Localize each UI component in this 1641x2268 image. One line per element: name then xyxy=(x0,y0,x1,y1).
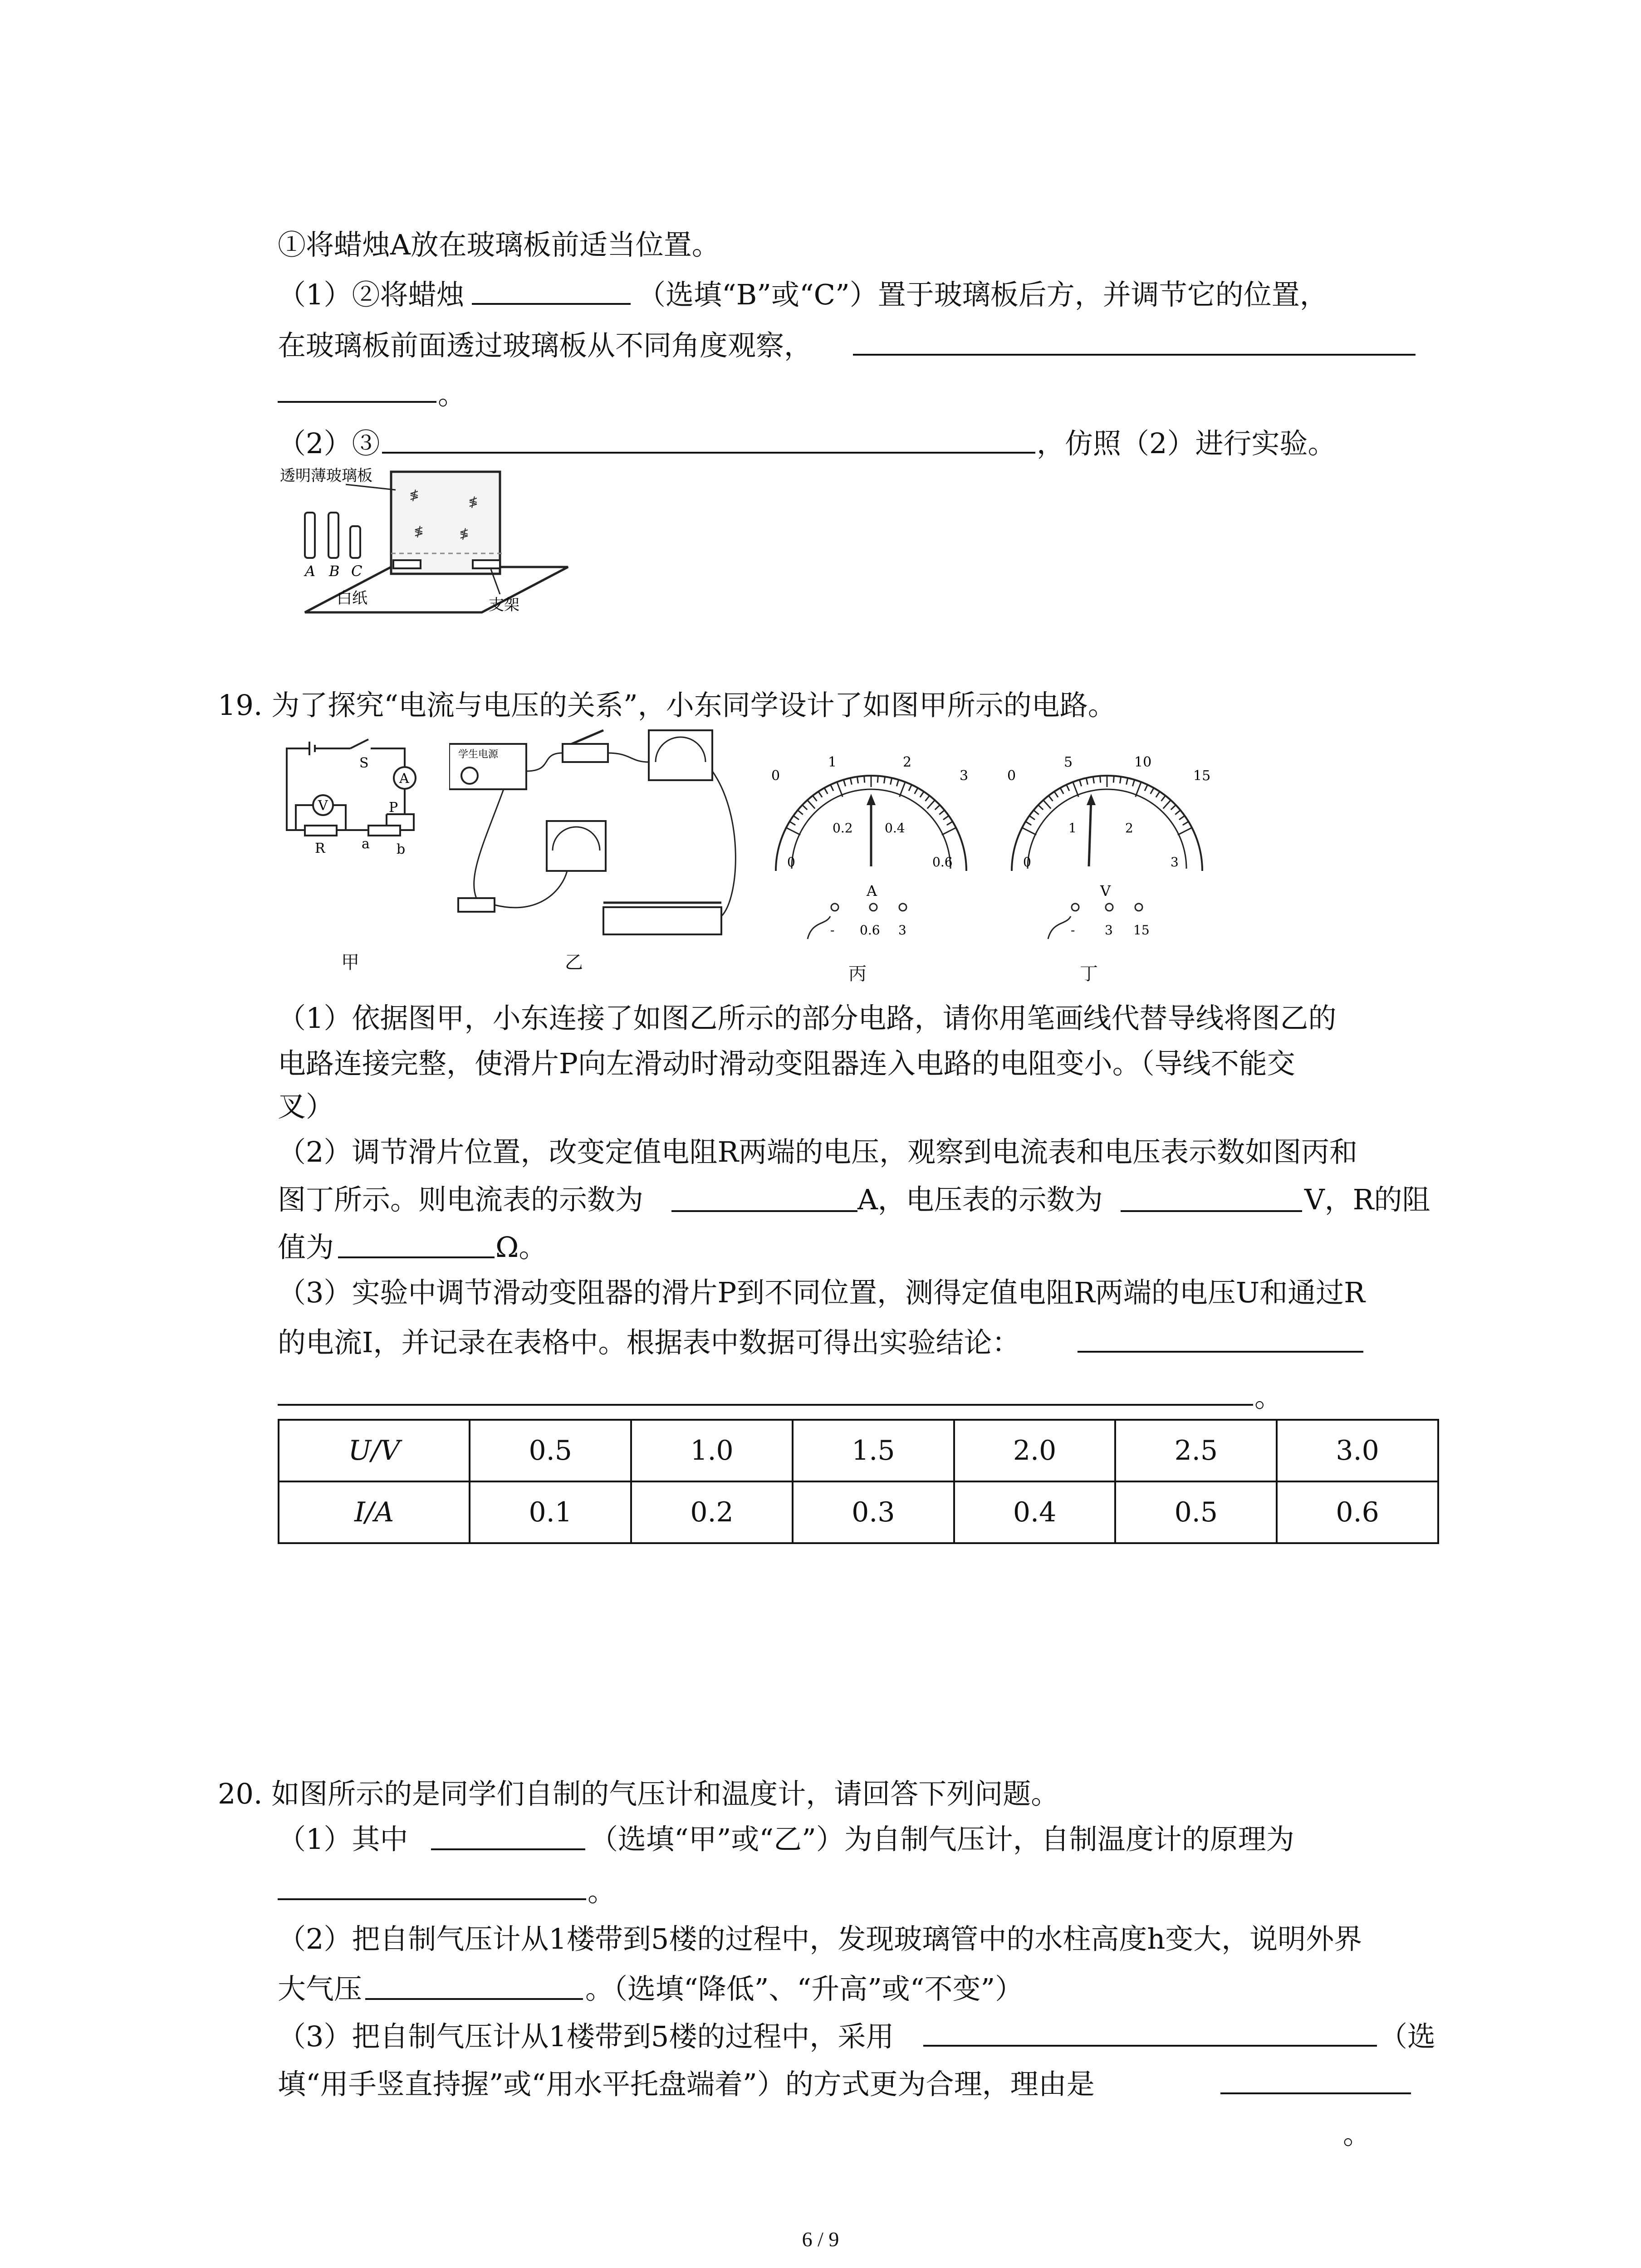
q18-p2-a: （2）③ xyxy=(278,427,380,460)
q19-p1-l1: （1）依据图甲，小东连接了如图乙所示的部分电路，请你用笔画线代替导线将图乙的 xyxy=(278,1002,1337,1035)
table-cell: U/V xyxy=(279,1420,470,1481)
voltmeter-top-0: 0 xyxy=(1007,768,1016,784)
table-row xyxy=(279,1420,1438,1481)
q19-p2-l2b: A，电压表的示数为 xyxy=(857,1183,1103,1216)
q20-thermometer-blank[interactable] xyxy=(278,1898,586,1900)
fig-label-ding: 丁 xyxy=(1080,963,1098,984)
table-cell: 0.4 xyxy=(954,1481,1116,1543)
ammeter-top-3: 3 xyxy=(960,768,969,784)
q19-p1-l2: 电路连接完整，使滑片P向左滑动时滑动变阻器连入电路的电阻变小。（导线不能交 xyxy=(278,1047,1295,1080)
q18-p1-end: 。 xyxy=(438,378,466,411)
end-b-label: b xyxy=(397,841,406,857)
dial-tick xyxy=(1079,780,1081,786)
dial-tick xyxy=(1093,777,1094,783)
svg-text:≸: ≸ xyxy=(414,525,424,538)
glass-plate-label: 透明薄玻璃板 xyxy=(280,467,372,485)
dial-tick xyxy=(802,805,807,810)
ammeter-symbol: A xyxy=(399,771,409,787)
q19-conclusion-blank2[interactable] xyxy=(278,1404,1253,1406)
dial-tick xyxy=(813,796,817,801)
ammeter-unit: A xyxy=(867,882,877,899)
ammeter-top-1: 1 xyxy=(828,754,837,770)
q19-current-blank[interactable] xyxy=(671,1210,857,1212)
table-cell: 0.3 xyxy=(793,1481,954,1543)
fig-label-yi: 乙 xyxy=(565,952,583,973)
voltmeter-unit: V xyxy=(1100,882,1111,899)
dial-tick xyxy=(884,777,885,783)
q18-p1-b: （选填“B”或“C”）置于玻璃板后方，并调节它的位置， xyxy=(637,278,1328,311)
dial-tick xyxy=(1120,777,1121,783)
table-cell: I/A xyxy=(279,1481,470,1543)
dial-tick xyxy=(920,792,924,797)
table-cell: 2.0 xyxy=(954,1420,1116,1481)
dial-tick xyxy=(1073,782,1079,797)
ammeter-bottom-2: 0.4 xyxy=(885,821,905,836)
dial-tick xyxy=(1132,780,1134,786)
dial-tick xyxy=(798,810,803,815)
q20-p2-l2b: 。（选填“降低”、“升高”或“不变”） xyxy=(585,1972,1024,2005)
q20-pressure-blank[interactable] xyxy=(365,1998,583,2000)
q19-p1-l3: 叉） xyxy=(278,1090,334,1123)
q19-p3-end: 。 xyxy=(1254,1380,1283,1413)
dial-tick xyxy=(926,796,930,801)
dial-tick xyxy=(947,821,953,825)
q18-p2-blank[interactable] xyxy=(382,452,1035,454)
slider-label: P xyxy=(389,800,398,816)
page-number: 6 / 9 xyxy=(802,2228,839,2251)
dial-tick xyxy=(909,785,911,791)
q20-reason-blank[interactable] xyxy=(1220,2092,1411,2094)
q19-p2-l3a: 值为 xyxy=(278,1231,334,1264)
voltmeter-term-3: 3 xyxy=(1105,923,1113,938)
q19-p2-l3b: Ω。 xyxy=(495,1231,547,1264)
voltmeter-symbol: V xyxy=(318,798,328,814)
q20-p3-end: 。 xyxy=(1343,2117,1372,2151)
dial-tick xyxy=(1136,782,1141,797)
dial-tick xyxy=(857,777,858,783)
table-cell: 1.0 xyxy=(631,1420,793,1481)
dial-tick xyxy=(1034,810,1039,815)
q18-p1-a: （1）②将蜡烛 xyxy=(278,278,465,311)
dial-tick xyxy=(927,800,935,809)
dial-tick xyxy=(915,788,918,794)
dial-tick xyxy=(1060,788,1063,794)
ammeter-top-2: 2 xyxy=(903,754,912,770)
dial-tick xyxy=(786,828,800,835)
dial-tick xyxy=(1025,821,1031,825)
dial-tick xyxy=(1145,785,1147,791)
dial-tick xyxy=(1038,805,1043,810)
dial-tick xyxy=(1183,821,1189,825)
q19-voltage-blank[interactable] xyxy=(1121,1210,1302,1212)
table-cell: 0.5 xyxy=(1115,1481,1277,1543)
q20-p3-l1a: （3）把自制气压计从1楼带到5楼的过程中，采用 xyxy=(278,2020,894,2053)
candle-b-label: B xyxy=(329,562,340,580)
dial-tick xyxy=(1067,785,1069,791)
voltmeter-top-10: 10 xyxy=(1134,754,1152,770)
table-cell: 0.6 xyxy=(1277,1481,1438,1543)
ammeter-bottom-1: 0.2 xyxy=(833,821,853,836)
dial-tick xyxy=(1175,810,1181,815)
voltmeter-top-15: 15 xyxy=(1193,768,1211,784)
dial-tick xyxy=(843,780,845,786)
ammeter-term-3: 3 xyxy=(898,923,906,938)
voltmeter-term-15: 15 xyxy=(1133,923,1150,938)
q19-resistance-blank[interactable] xyxy=(338,1256,495,1258)
ammeter-bottom-3: 0.6 xyxy=(932,855,953,870)
dial-tick xyxy=(1022,828,1036,835)
dial-tick xyxy=(900,782,906,797)
candle-c-label: C xyxy=(351,562,362,580)
ammeter-dial-bing xyxy=(753,753,989,953)
q18-p2-b: ，仿照（2）进行实验。 xyxy=(1037,427,1336,460)
ammeter-bottom-0: 0 xyxy=(787,855,795,870)
dial-tick xyxy=(943,816,949,820)
dial-tick xyxy=(807,800,815,809)
switch-label: S xyxy=(359,755,369,771)
dial-tick xyxy=(1086,778,1087,785)
q19-stem: 19. 为了探究“电流与电压的关系”，小东同学设计了如图甲所示的电路。 xyxy=(218,689,1116,722)
dial-tick xyxy=(794,816,799,820)
fig-label-bing: 丙 xyxy=(848,963,867,984)
dial-tick xyxy=(896,780,898,786)
dial-tick xyxy=(1054,792,1058,797)
dial-tick xyxy=(1127,778,1128,785)
svg-text:≸: ≸ xyxy=(468,495,478,509)
dial-tick xyxy=(1171,805,1176,810)
q18-step1: ①将蜡烛A放在玻璃板前适当位置。 xyxy=(278,228,720,261)
table-cell: 2.5 xyxy=(1115,1420,1277,1481)
svg-text:≸: ≸ xyxy=(459,527,469,541)
ammeter-term-neg: - xyxy=(830,923,835,938)
q19-p3-l1: （3）实验中调节滑动变阻器的滑片P到不同位置，测得定值电阻R两端的电压U和通过R xyxy=(278,1276,1365,1309)
dial-tick xyxy=(837,782,843,797)
stand-label: 支架 xyxy=(489,596,519,614)
dial-tick xyxy=(1043,800,1051,809)
dial-tick xyxy=(1163,800,1171,809)
table-cell: 3.0 xyxy=(1277,1420,1438,1481)
fig-label-jia: 甲 xyxy=(341,952,359,973)
dial-tick xyxy=(818,792,822,797)
dial-tick xyxy=(1161,796,1166,801)
q20-p1-b: （选填“甲”或“乙”）为自制气压计，自制温度计的原理为 xyxy=(590,1823,1294,1856)
q20-stem: 20. 如图所示的是同学们自制的气压计和温度计，请回答下列问题。 xyxy=(218,1777,1059,1810)
svg-text:≸: ≸ xyxy=(409,489,419,502)
q18-p1-blank1[interactable] xyxy=(472,303,631,305)
voltmeter-dial-ding xyxy=(989,753,1225,953)
dial-tick xyxy=(877,776,878,783)
paper-label: 白纸 xyxy=(337,589,367,607)
voltmeter-bottom-3: 3 xyxy=(1171,855,1179,870)
dial-tick xyxy=(942,828,956,835)
end-a-label: a xyxy=(362,836,370,852)
dial-tick xyxy=(824,788,828,794)
dial-tick xyxy=(864,776,865,783)
dial-tick xyxy=(831,785,833,791)
voltmeter-bottom-0: 0 xyxy=(1023,855,1031,870)
physical-circuit-yi xyxy=(449,726,740,953)
table-cell: 0.5 xyxy=(470,1420,631,1481)
dial-tick xyxy=(1151,788,1154,794)
q19-conclusion-blank1[interactable] xyxy=(1078,1351,1363,1353)
voltmeter-bottom-2: 2 xyxy=(1125,821,1133,836)
q20-method-blank[interactable] xyxy=(923,2045,1377,2047)
dial-tick xyxy=(850,778,852,785)
voltmeter-term-neg: - xyxy=(1071,923,1075,938)
q20-p1-end: 。 xyxy=(588,1875,616,1908)
ammeter-term-06: 0.6 xyxy=(860,923,880,938)
q18-p1-c: 在玻璃板前面透过玻璃板从不同角度观察， xyxy=(278,329,813,362)
q18-p1-blank2[interactable] xyxy=(853,354,1416,356)
q19-p2-l1: （2）调节滑片位置，改变定值电阻R两端的电压，观察到电流表和电压表示数如图丙和 xyxy=(278,1135,1358,1168)
mirror-experiment-figure xyxy=(278,463,577,626)
q20-p2-l2a: 大气压 xyxy=(278,1972,362,2005)
dial-tick xyxy=(1100,776,1101,783)
q20-p3-l1b: （选 xyxy=(1379,2020,1436,2053)
dial-tick xyxy=(1029,816,1035,820)
circuit-diagram-jia xyxy=(278,735,441,862)
q20-barometer-blank[interactable] xyxy=(431,1848,585,1850)
dial-tick xyxy=(1048,796,1053,801)
dial-tick xyxy=(789,821,795,825)
q19-p2-l2a: 图丁所示。则电流表的示数为 xyxy=(278,1183,644,1216)
q20-p3-l2: 填“用手竖直持握”或“用水平托盘端着”）的方式更为合理，理由是 xyxy=(278,2068,1095,2101)
q19-p2-l2c: V，R的阻 xyxy=(1304,1183,1430,1216)
dial-tick xyxy=(935,805,940,810)
dial-tick xyxy=(1156,792,1160,797)
resistor-label: R xyxy=(315,841,325,856)
dial-tick xyxy=(1113,776,1114,783)
dial-tick xyxy=(939,810,945,815)
candle-a-label: A xyxy=(305,562,316,580)
table-cell: 1.5 xyxy=(793,1420,954,1481)
supply-label: 学生电源 xyxy=(458,749,499,760)
voltmeter-bottom-1: 1 xyxy=(1068,821,1077,836)
q19-p3-l2: 的电流I，并记录在表格中。根据表中数据可得出实验结论： xyxy=(278,1326,1020,1359)
ammeter-top-0: 0 xyxy=(771,768,780,784)
data-table xyxy=(278,1419,1439,1544)
table-cell: 0.1 xyxy=(470,1481,631,1543)
dial-tick xyxy=(1178,828,1192,835)
table-row xyxy=(279,1481,1438,1543)
dial-tick xyxy=(891,778,892,785)
q20-p1-a: （1）其中 xyxy=(278,1823,408,1856)
q20-p2-l1: （2）把自制气压计从1楼带到5楼的过程中，发现玻璃管中的水柱高度h变大，说明外界 xyxy=(278,1922,1362,1955)
table-cell: 0.2 xyxy=(631,1481,793,1543)
q18-p1-blank3[interactable] xyxy=(278,401,436,403)
voltmeter-top-5: 5 xyxy=(1064,754,1073,770)
dial-tick xyxy=(1179,816,1185,820)
